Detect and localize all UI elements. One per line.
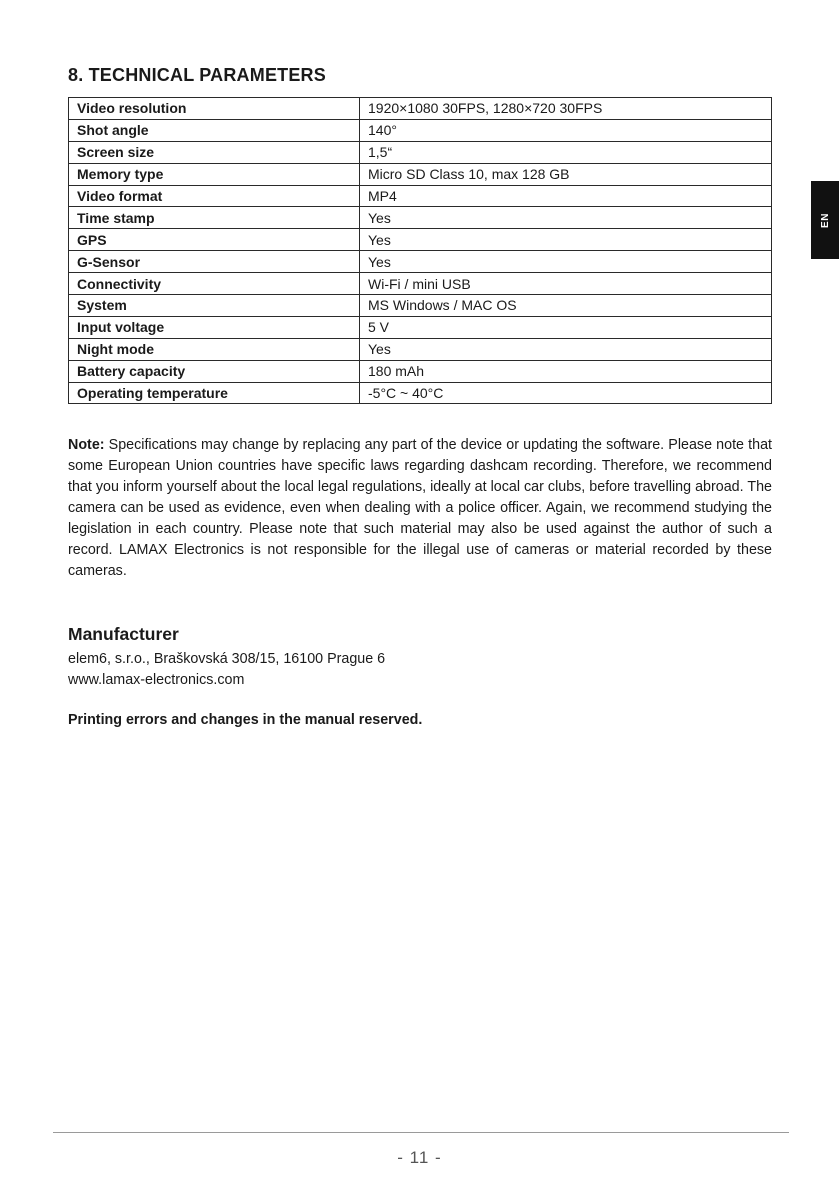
note-label: Note: bbox=[68, 437, 105, 453]
table-row bbox=[69, 141, 772, 163]
spec-label: Battery capacity bbox=[69, 360, 360, 382]
language-tab-label: EN bbox=[819, 212, 831, 228]
spec-value: Yes bbox=[360, 207, 772, 229]
table-row bbox=[69, 251, 772, 273]
table-row bbox=[69, 295, 772, 317]
language-tab bbox=[811, 181, 839, 259]
manufacturer-website: www.lamax-electronics.com bbox=[68, 672, 245, 688]
manufacturer-title: Manufacturer bbox=[68, 624, 179, 644]
spec-value: Wi-Fi / mini USB bbox=[360, 273, 772, 295]
section-title: 8. TECHNICAL PARAMETERS bbox=[68, 65, 326, 85]
table-row bbox=[69, 163, 772, 185]
spec-value: Yes bbox=[360, 338, 772, 360]
spec-label: System bbox=[69, 295, 360, 317]
table-row bbox=[69, 382, 772, 404]
spec-label: GPS bbox=[69, 229, 360, 251]
spec-value: 140° bbox=[360, 119, 772, 141]
table-row bbox=[69, 229, 772, 251]
table-row bbox=[69, 98, 772, 120]
spec-label: Video resolution bbox=[69, 98, 360, 120]
spec-value: MP4 bbox=[360, 185, 772, 207]
spec-label: Shot angle bbox=[69, 119, 360, 141]
spec-value: MS Windows / MAC OS bbox=[360, 295, 772, 317]
spec-label: Video format bbox=[69, 185, 360, 207]
spec-value: 180 mAh bbox=[360, 360, 772, 382]
printing-errors-note: Printing errors and changes in the manual reserved. bbox=[68, 712, 423, 728]
table-row bbox=[69, 338, 772, 360]
spec-label: Night mode bbox=[69, 338, 360, 360]
technical-parameters-table bbox=[68, 97, 772, 404]
note-text: Specifications may change by replacing any part of the device or updating the software. Please note that some European Union countries have specific laws regarding dashcam recording. Therefore, we recommend that you inform yourself about the local legal regulations, ideally at local car clubs, before travelling abroad. The camera can be used as evidence, even when dealing with a police officer. Again, we recommend studying the legislation in each country. Please note that such material may also be used against the author of such a record. LAMAX Electronics is not responsible for the illegal use of cameras or material recorded by these cameras. bbox=[68, 437, 772, 579]
table-row bbox=[69, 185, 772, 207]
spec-value: 5 V bbox=[360, 316, 772, 338]
spec-label: Connectivity bbox=[69, 273, 360, 295]
spec-value: 1,5“ bbox=[360, 141, 772, 163]
spec-value: Yes bbox=[360, 229, 772, 251]
spec-value: 1920×1080 30FPS, 1280×720 30FPS bbox=[360, 98, 772, 120]
table-row bbox=[69, 316, 772, 338]
table-row bbox=[69, 119, 772, 141]
footer-divider bbox=[53, 1132, 789, 1133]
spec-label: Time stamp bbox=[69, 207, 360, 229]
spec-value: -5°C ~ 40°C bbox=[360, 382, 772, 404]
table-row bbox=[69, 273, 772, 295]
note-paragraph bbox=[68, 435, 772, 582]
table-row bbox=[69, 360, 772, 382]
spec-label: G-Sensor bbox=[69, 251, 360, 273]
table-row bbox=[69, 207, 772, 229]
spec-label: Memory type bbox=[69, 163, 360, 185]
spec-label: Screen size bbox=[69, 141, 360, 163]
manufacturer-address: elem6, s.r.o., Braškovská 308/15, 16100 Prague 6 bbox=[68, 651, 386, 667]
spec-value: Micro SD Class 10, max 128 GB bbox=[360, 163, 772, 185]
spec-label: Operating temperature bbox=[69, 382, 360, 404]
spec-value: Yes bbox=[360, 251, 772, 273]
page-number: - 11 - bbox=[397, 1148, 442, 1167]
spec-label: Input voltage bbox=[69, 316, 360, 338]
